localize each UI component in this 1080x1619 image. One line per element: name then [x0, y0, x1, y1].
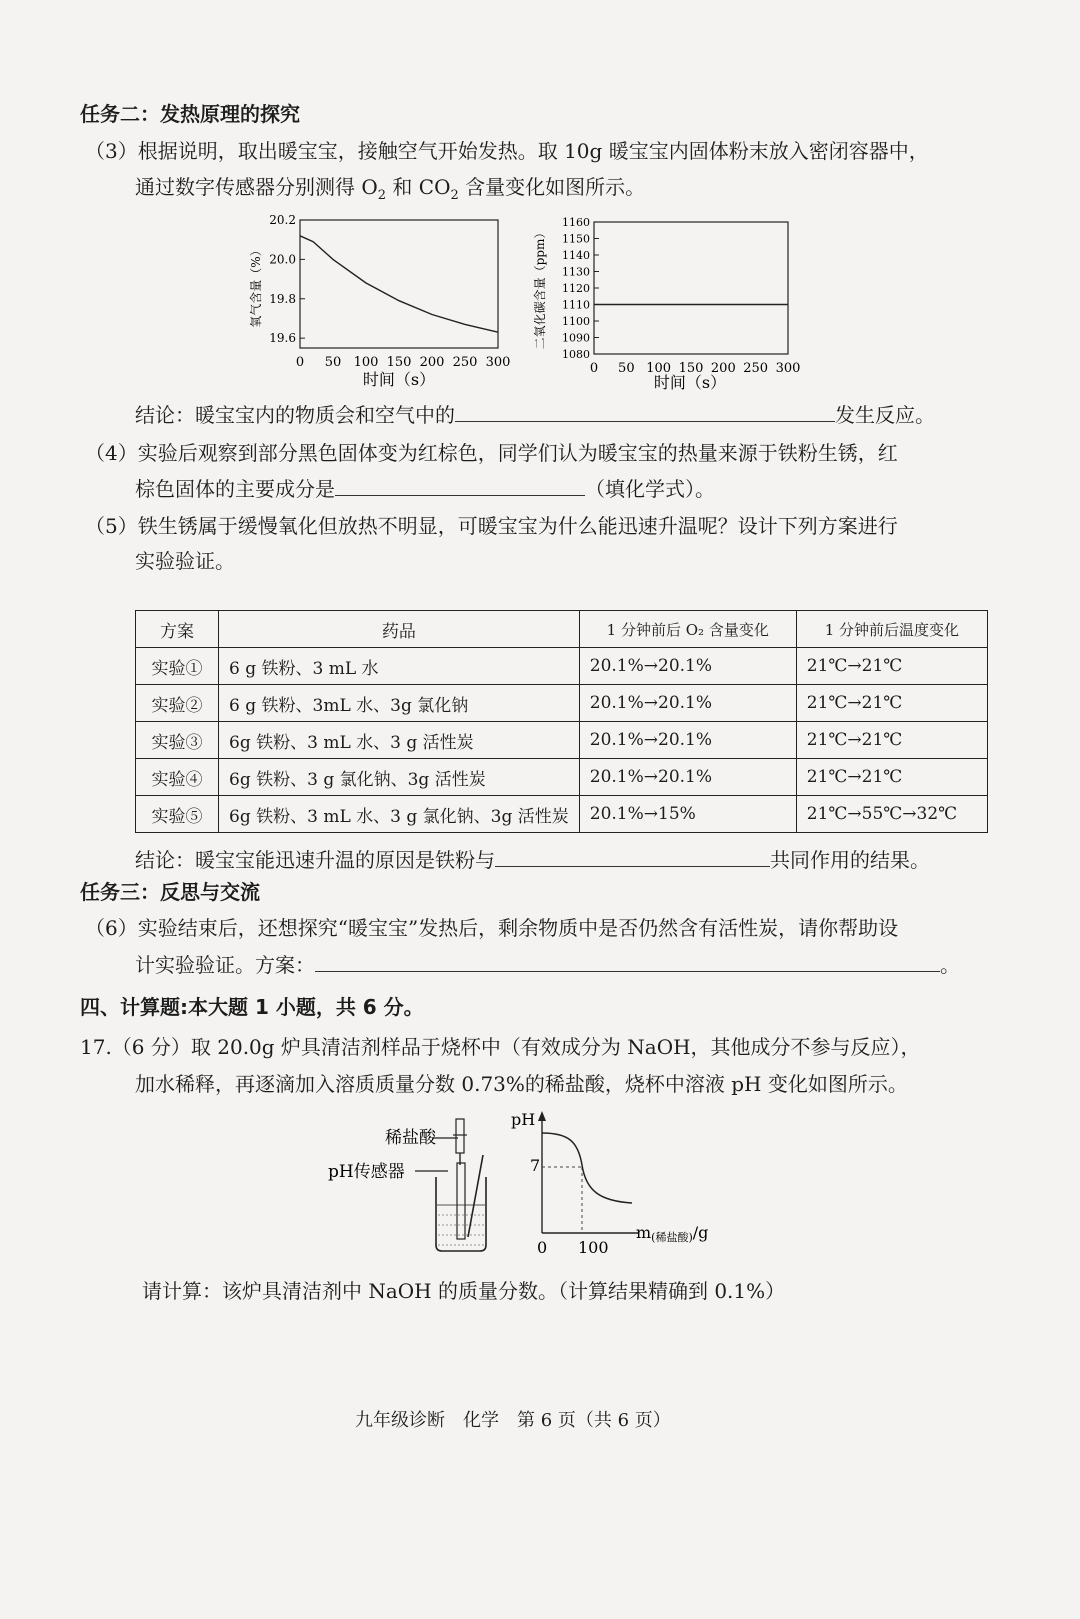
conclusion2: 结论：暖宝宝能迅速升温的原因是铁粉与 共同作用的结果。	[135, 848, 930, 872]
table-cell: 实验③	[136, 722, 219, 759]
table-cell: 6g 铁粉、3 mL 水、3 g 活性炭	[219, 722, 580, 759]
table-header: 方案	[136, 611, 219, 648]
y-tick-label: 1120	[562, 282, 590, 295]
y-tick-label: 1110	[562, 298, 590, 312]
y-tick-label: 19.8	[269, 291, 296, 306]
task2-heading: 任务二：发热原理的探究	[80, 102, 300, 126]
table-cell: 21℃→55℃→32℃	[796, 796, 987, 833]
table-cell: 6 g 铁粉、3mL 水、3g 氯化钠	[219, 685, 580, 722]
x-axis-label: m(稀盐酸)/g	[636, 1223, 709, 1244]
x-tick-label: 200	[419, 355, 445, 370]
acid-label: 稀盐酸	[385, 1128, 436, 1148]
co2-chart	[530, 208, 805, 398]
ph-sensor-icon	[457, 1155, 483, 1239]
y-tick-label: 1150	[562, 232, 590, 246]
origin-label: 0	[537, 1238, 548, 1257]
q5-line2: 实验验证。	[135, 549, 235, 573]
table-cell: 实验④	[136, 759, 219, 796]
table-cell: 21℃→21℃	[796, 685, 987, 722]
oxygen-y-label: 氧气含量（%）	[249, 244, 263, 328]
x-tick-label: 200	[710, 361, 736, 376]
part4-heading: 四、计算题:本大题 1 小题，共 6 分。	[80, 995, 424, 1019]
table-cell: 20.1%→20.1%	[579, 722, 796, 759]
x-tick-label: 50	[618, 361, 635, 376]
table-row	[136, 648, 988, 685]
q17-line2: 加水稀释，再逐滴加入溶质质量分数 0.73%的稀盐酸，烧杯中溶液 pH 变化如图所示。	[135, 1072, 908, 1096]
table-row	[136, 685, 988, 722]
x-tick-100: 100	[578, 1238, 609, 1257]
y-tick-label: 20.2	[269, 213, 296, 227]
ph-tick-7: 7	[530, 1156, 541, 1175]
q17-ask: 请计算：该炉具清洁剂中 NaOH 的质量分数。（计算结果精确到 0.1%）	[142, 1279, 786, 1303]
table-header-row	[136, 611, 988, 648]
y-tick-label: 1090	[562, 331, 590, 345]
table-cell: 实验①	[136, 648, 219, 685]
q4-line2: 棕色固体的主要成分是 （填化学式）。	[135, 477, 715, 501]
table-row	[136, 722, 988, 759]
answer-blank-4[interactable]	[315, 951, 940, 972]
table-cell: 20.1%→20.1%	[579, 759, 796, 796]
y-tick-label: 19.6	[269, 331, 296, 346]
table-cell: 20.1%→15%	[579, 796, 796, 833]
x-tick-label: 150	[386, 355, 412, 370]
x-tick-label: 250	[743, 361, 769, 376]
q5-line1: （5）铁生锈属于缓慢氧化但放热不明显，可暖宝宝为什么能迅速升温呢？设计下列方案进行	[85, 514, 898, 538]
y-tick-label: 20.0	[269, 252, 296, 267]
q3-line2: 通过数字传感器分别测得 $O_2$ 和 $CO_2$ 含量变化如图所示。	[135, 175, 646, 203]
table-cell: 21℃→21℃	[796, 759, 987, 796]
answer-blank-3[interactable]	[495, 846, 770, 867]
x-tick-label: 250	[452, 355, 478, 370]
experiment-table	[135, 610, 988, 833]
co2-x-label: 时间（s）	[653, 373, 727, 392]
table-header: 药品	[219, 611, 580, 648]
x-tick-label: 100	[646, 361, 672, 376]
table-cell: 实验②	[136, 685, 219, 722]
x-tick-label: 100	[353, 355, 379, 370]
page-footer: 九年级诊断 化学 第 6 页（共 6 页）	[355, 1410, 671, 1431]
conclusion1: 结论：暖宝宝内的物质会和空气中的 发生反应。	[135, 403, 935, 427]
burette-icon	[453, 1119, 467, 1165]
table-header: 1 分钟前后温度变化	[796, 611, 987, 648]
table-row	[136, 796, 988, 833]
y-tick-label: 1080	[562, 348, 590, 361]
ph-figure	[320, 1105, 740, 1260]
table-cell: 21℃→21℃	[796, 722, 987, 759]
x-tick-label: 0	[295, 355, 305, 370]
q6-line2: 计实验验证。方案： 。	[135, 953, 960, 977]
oxygen-x-label: 时间（s）	[362, 370, 436, 389]
q17-line1: 17.（6 分）取 20.0g 炉具清洁剂样品于烧杯中（有效成分为 NaOH，其他成分不参与反应），	[80, 1035, 921, 1059]
ph-axis-label: pH	[511, 1110, 536, 1129]
table-header: 1 分钟前后 O₂ 含量变化	[579, 611, 796, 648]
ph-curve	[542, 1133, 632, 1203]
oxygen-series-line	[300, 236, 498, 332]
y-tick-label: 1160	[562, 216, 590, 229]
x-tick-label: 0	[589, 361, 599, 376]
beaker-icon	[436, 1177, 486, 1251]
task3-heading: 任务三：反思与交流	[80, 880, 260, 904]
table-cell: 20.1%→20.1%	[579, 648, 796, 685]
co2-y-label: 二氧化碳含量（ppm）	[533, 226, 547, 350]
answer-blank-1[interactable]	[455, 401, 835, 422]
y-tick-label: 1130	[562, 265, 590, 279]
x-tick-label: 50	[324, 355, 342, 370]
x-tick-label: 300	[485, 355, 511, 370]
table-cell: 6g 铁粉、3 mL 水、3 g 氯化钠、3g 活性炭	[219, 796, 580, 833]
y-tick-label: 1100	[562, 315, 590, 328]
x-tick-label: 150	[678, 361, 704, 376]
table-cell: 20.1%→20.1%	[579, 685, 796, 722]
y-tick-label: 1140	[562, 249, 590, 262]
table-cell: 6 g 铁粉、3 mL 水	[219, 648, 580, 685]
table-cell: 21℃→21℃	[796, 648, 987, 685]
table-cell: 6g 铁粉、3 g 氯化钠、3g 活性炭	[219, 759, 580, 796]
oxygen-chart	[245, 208, 515, 398]
q3-line1: （3）根据说明，取出暖宝宝，接触空气开始发热。取 10g 暖宝宝内固体粉末放入密闭容器中，	[85, 139, 929, 163]
sensor-label: pH传感器	[328, 1162, 405, 1182]
answer-blank-2[interactable]	[335, 475, 585, 496]
x-tick-label: 300	[775, 361, 801, 376]
q4-line1: （4）实验后观察到部分黑色固体变为红棕色，同学们认为暖宝宝的热量来源于铁粉生锈，红	[85, 441, 898, 465]
q6-line1: （6）实验结束后，还想探究“暖宝宝”发热后，剩余物质中是否仍然含有活性炭，请你帮助设	[85, 916, 899, 940]
table-row	[136, 759, 988, 796]
table-cell: 实验⑤	[136, 796, 219, 833]
